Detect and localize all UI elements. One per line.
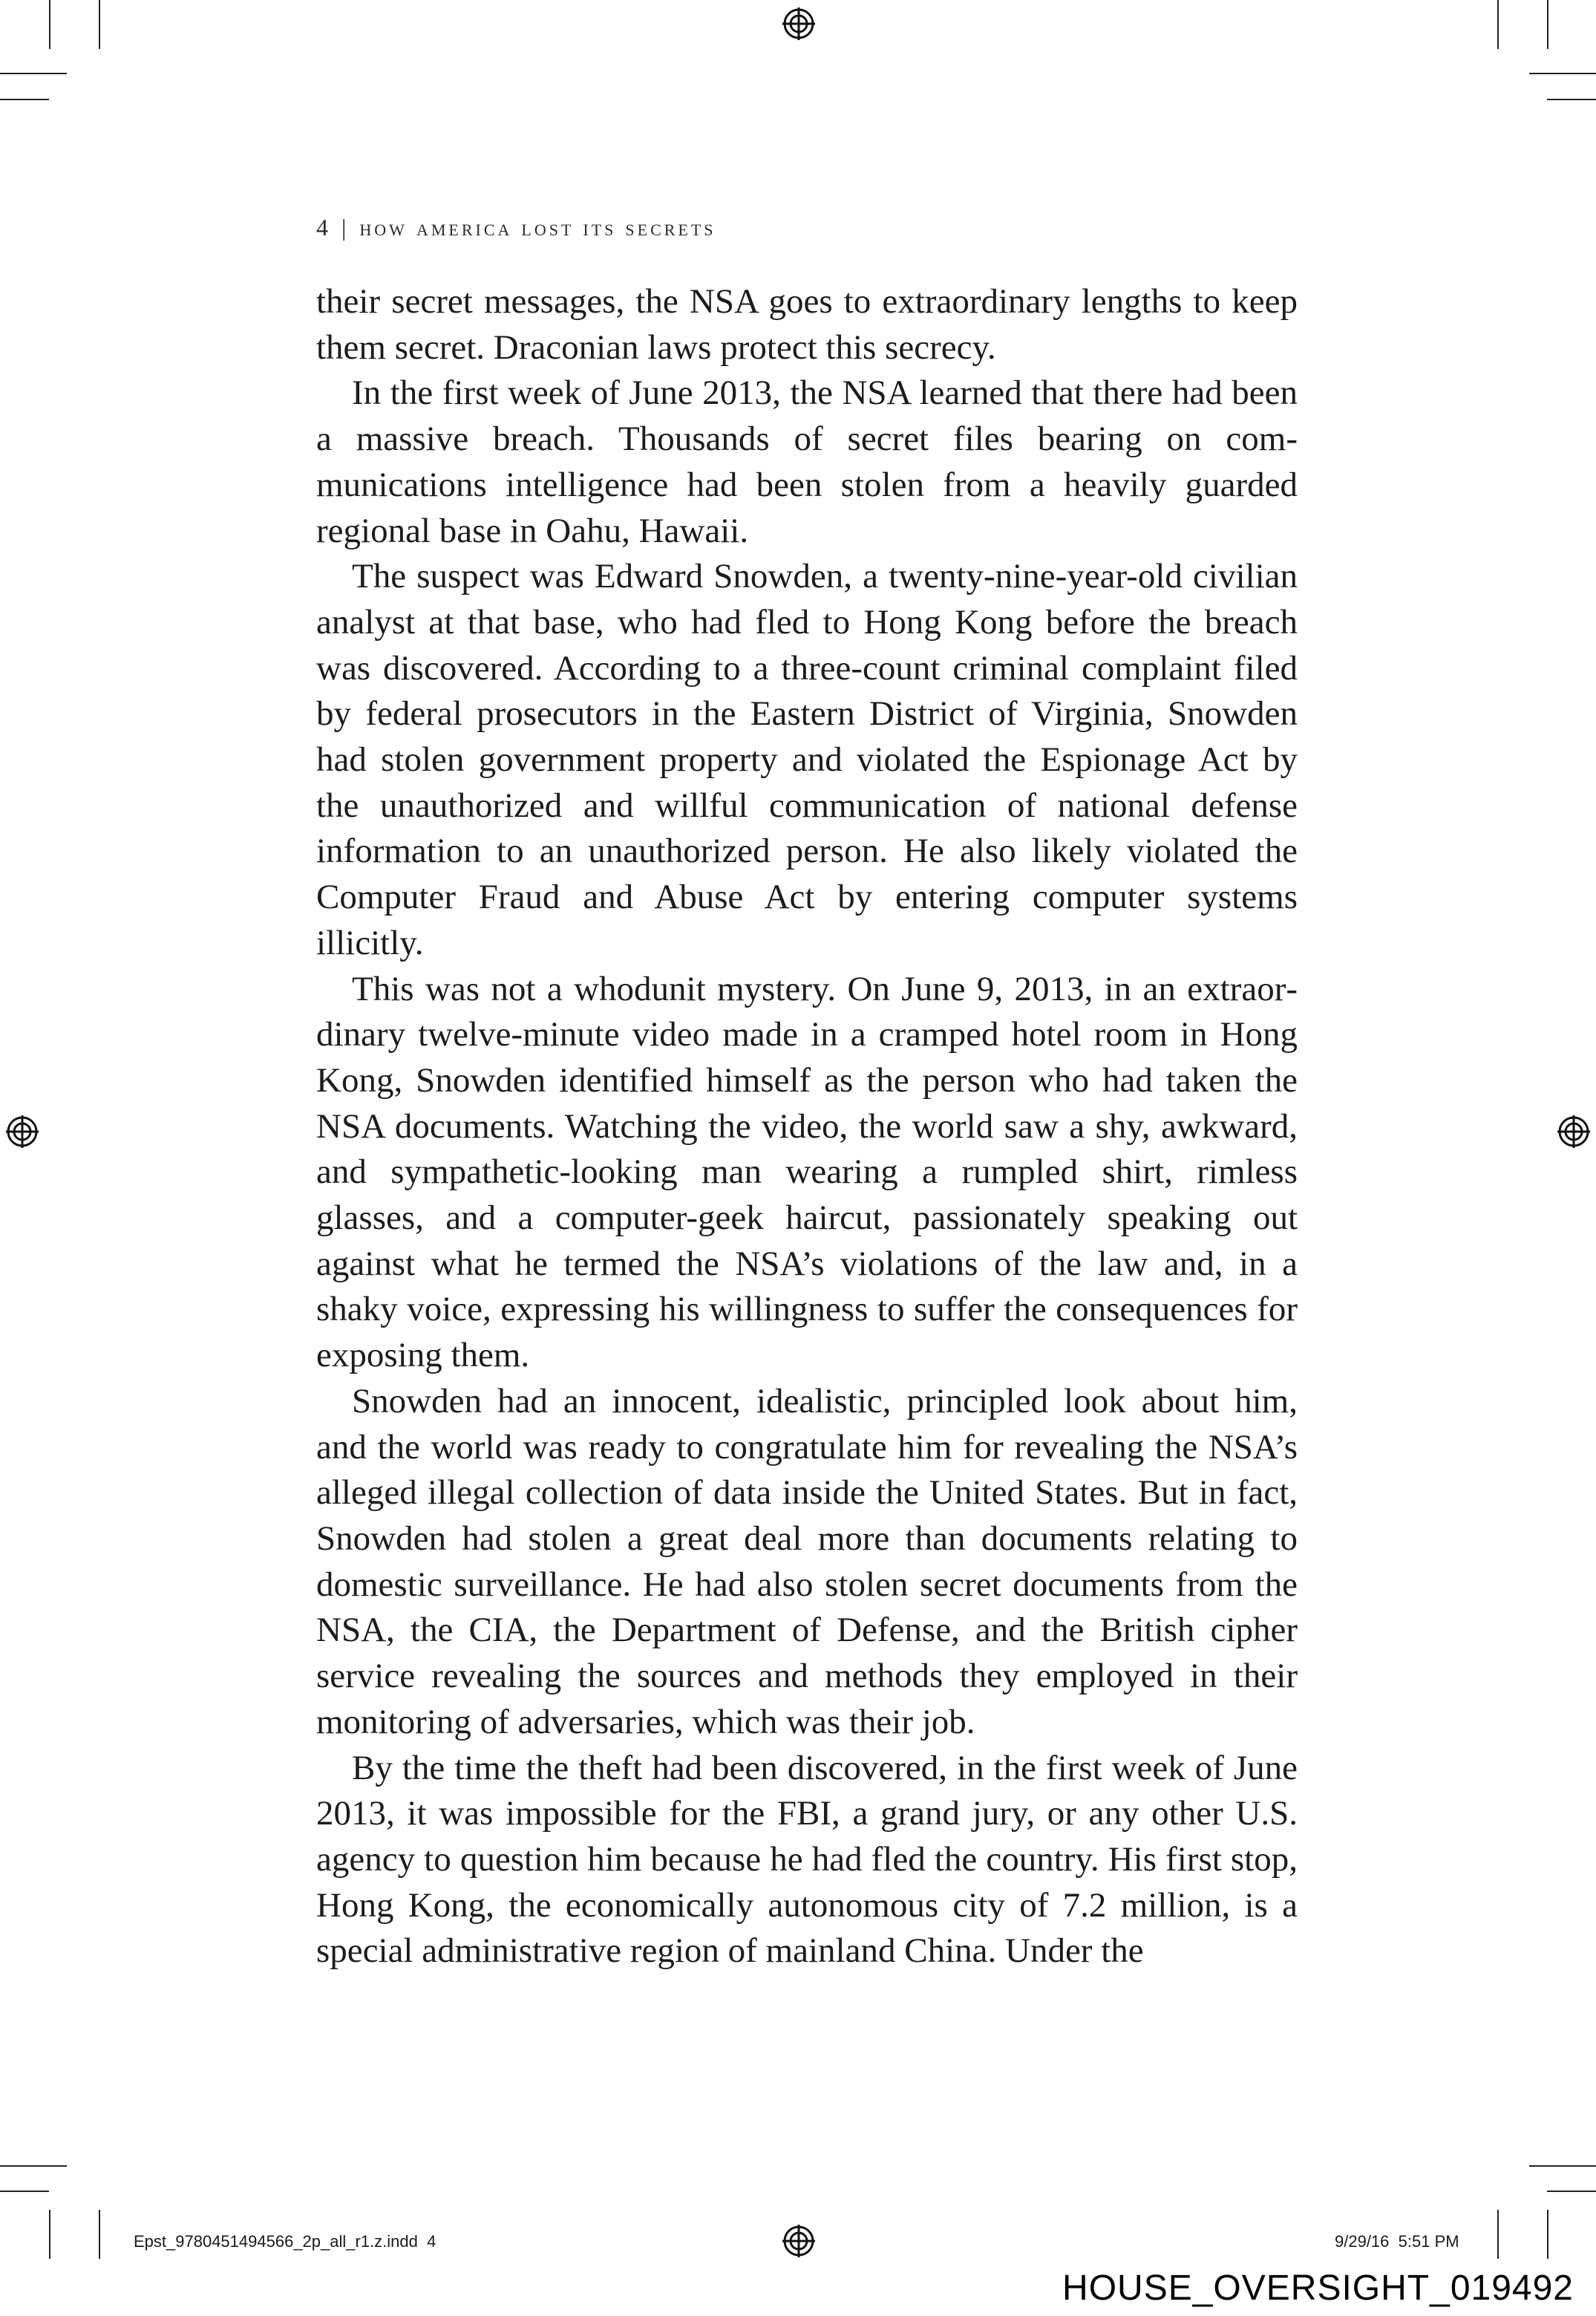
crop-mark (0, 73, 67, 74)
page-number: 4 (316, 214, 331, 241)
paragraph: Snowden had an innocent, idealistic, principled look about him, and the world was ready to congratulate him for revealing the NSA’s alleged illegal collection of data inside the United States. But in fact, Snowden had stolen a great deal more than documents relating to domestic surveillance. He had also stolen secret documents from the NSA, the CIA, the Department of Defense, and the British cipher service revealing the sources and methods they employed in their monitoring of adversaries, which was their job. (316, 1381, 1298, 1741)
crop-mark (0, 99, 49, 100)
crop-mark (99, 0, 100, 49)
crop-mark (49, 2210, 50, 2259)
paragraph: In the first week of June 2013, the NSA learned that there had been a massive breach. Thousands of secret files bearing on communications intelligence had been stolen from a heavily guarded regional base in Oahu, Hawaii. (316, 374, 1298, 550)
registration-mark-icon (6, 1115, 39, 1148)
body-text (316, 279, 1298, 1974)
slug-page: 4 (427, 2232, 436, 2251)
crop-mark (1547, 0, 1548, 49)
paragraph: This was not a whodunit mystery. On June 9, 2013, in an extraordinary twelve-minute video made in a cramped hotel room in Hong Kong, Snowden identified himself as the person who had taken the NSA documents. Watching the video, the world saw a shy, awkward, and sympathetic-looking man wearing a rumpled shirt, rimless glasses, and a computer-geek haircut, passionately speaking out against what he termed the NSA’s violations of the law and, in a shaky voice, expressing his willingness to suffer the consequences for exposing them. (316, 969, 1298, 1375)
slug-filename: Epst_9780451494566_2p_all_r1.z.indd (134, 2232, 418, 2251)
bates-number: HOUSE_OVERSIGHT_019492 (1062, 2268, 1574, 2308)
running-head-title: how america lost its secrets (359, 214, 716, 241)
crop-mark (49, 0, 50, 49)
crop-mark (1529, 2165, 1596, 2167)
paragraph: The suspect was Edward Snowden, a twenty-nine-year-old civilian analyst at that base, who had fled to Hong Kong before the breach was discovered. According to a three-count criminal complaint filed by federal prosecutors in the Eastern District of Virginia, Snowden had stolen government property and violated the Espionage Act by the unauthorized and willful communication of national defense information to an unauthorized person. He also likely violated the Computer Fraud and Abuse Act by entering computer systems illicitly. (316, 557, 1298, 962)
crop-mark (1547, 2191, 1596, 2192)
paragraph: their secret messages, the NSA goes to extraordinary lengths to keep them secret. Draconian laws protect this secrecy. (316, 282, 1298, 367)
registration-mark-icon (1557, 1115, 1590, 1148)
slug-time: 5:51 PM (1398, 2232, 1459, 2251)
slug-date: 9/29/16 (1335, 2232, 1390, 2251)
registration-mark-icon (782, 7, 815, 40)
crop-mark (99, 2210, 100, 2259)
crop-mark (1529, 73, 1596, 74)
crop-mark (0, 2191, 49, 2192)
running-head-separator: | (341, 214, 350, 241)
registration-mark-icon (782, 2225, 815, 2257)
slug-file (134, 2232, 436, 2251)
crop-mark (1547, 99, 1596, 100)
running-head (316, 214, 716, 241)
crop-mark (0, 2165, 67, 2167)
slug-datetime (1335, 2232, 1459, 2251)
crop-mark (1497, 0, 1499, 49)
crop-mark (1497, 2210, 1499, 2259)
paragraph: By the time the theft had been discovered, in the first week of June 2013, it was impossible for the FBI, a grand jury, or any other U.S. agency to question him because he had fled the country. His first stop, Hong Kong, the economically autonomous city of 7.2 million, is a special administrative region of mainland China. Under the (316, 1748, 1298, 1971)
crop-mark (1547, 2210, 1548, 2259)
